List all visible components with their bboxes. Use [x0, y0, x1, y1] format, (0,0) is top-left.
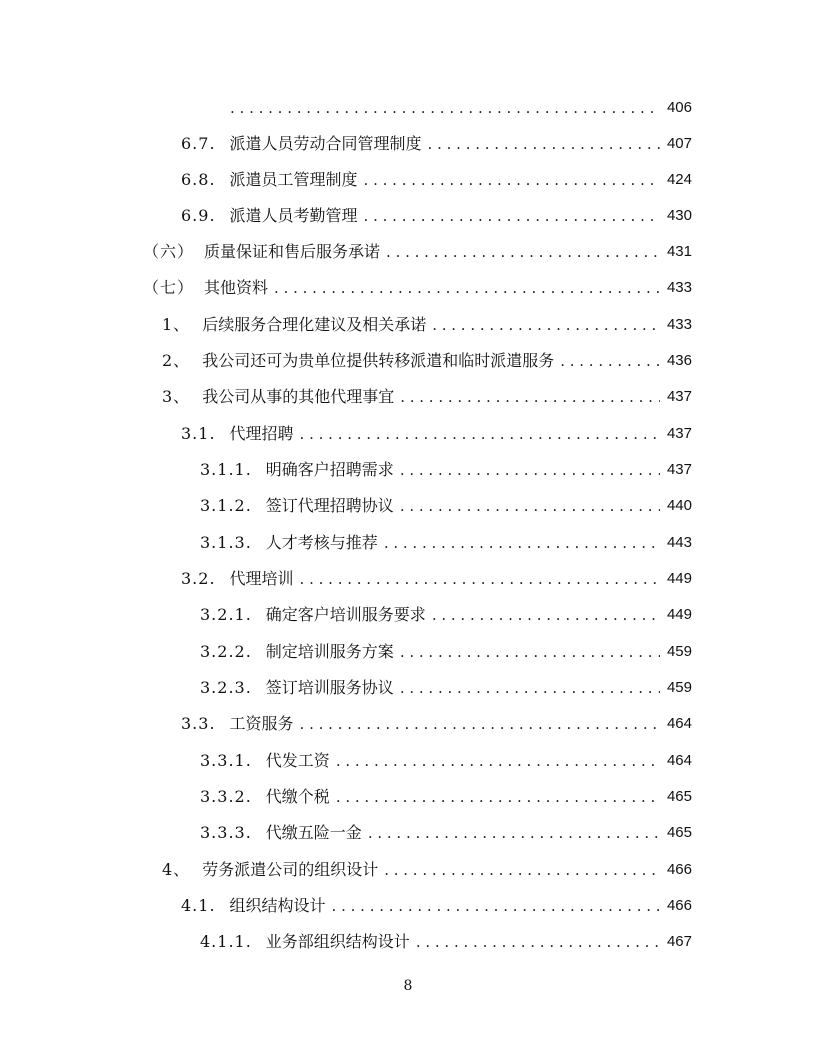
- toc-entry[interactable]: [143, 238, 692, 266]
- dot-leader: [400, 638, 660, 666]
- toc-number: 3.1.1.: [200, 460, 252, 479]
- toc-number: 3.1.2.: [200, 496, 252, 515]
- dot-leader: [386, 238, 660, 266]
- toc-number: 6.7.: [181, 134, 216, 153]
- toc-entry[interactable]: [162, 383, 692, 411]
- toc-entry[interactable]: [162, 311, 692, 339]
- toc-page-number: 440: [666, 497, 692, 514]
- dot-leader: [432, 601, 660, 629]
- toc-page-number: 433: [666, 279, 692, 296]
- dot-leader: [336, 747, 660, 775]
- toc-entry[interactable]: [230, 94, 692, 122]
- toc-page-number: 437: [666, 388, 692, 405]
- dot-leader: [368, 819, 660, 847]
- footer-page-number: 8: [403, 978, 413, 994]
- toc-entry[interactable]: [162, 856, 692, 884]
- toc-title: 工资服务: [229, 714, 294, 733]
- toc-page-number: 407: [666, 135, 692, 152]
- toc-title: 代缴个税: [265, 787, 330, 806]
- toc-number: 6.9.: [181, 206, 216, 225]
- toc-number: 3.2.2.: [200, 642, 252, 661]
- dot-leader: [432, 311, 660, 339]
- toc-number: 4.1.1.: [200, 932, 252, 951]
- toc-entry[interactable]: [143, 274, 692, 302]
- toc-title: 派遣人员考勤管理: [229, 206, 358, 225]
- dot-leader: [364, 202, 660, 230]
- toc-title: 签订代理招聘协议: [265, 496, 394, 515]
- toc-entry[interactable]: [200, 674, 692, 702]
- toc-title: 明确客户招聘需求: [265, 460, 394, 479]
- toc-title: 劳务派遣公司的组织设计: [202, 860, 379, 879]
- toc-page-number: 449: [666, 570, 692, 587]
- dot-leader: [274, 274, 660, 302]
- toc-title: 派遣员工管理制度: [229, 170, 358, 189]
- dot-leader: [400, 456, 660, 484]
- toc-page-number: 459: [666, 643, 692, 660]
- toc-page-number: 431: [666, 243, 692, 260]
- toc-page-number: 464: [666, 715, 692, 732]
- toc-number: 4.1.: [181, 896, 216, 915]
- toc-number: （七）: [143, 278, 195, 297]
- toc-entry[interactable]: [200, 456, 692, 484]
- toc-page-number: 430: [666, 207, 692, 224]
- toc-page-number: 437: [666, 461, 692, 478]
- toc-number: 3.3.1.: [200, 751, 252, 770]
- toc-title: 质量保证和售后服务承诺: [204, 242, 381, 261]
- dot-leader: [400, 674, 660, 702]
- toc-entry[interactable]: [181, 892, 692, 920]
- toc-page-number: 443: [666, 534, 692, 551]
- dot-leader: [416, 928, 660, 956]
- toc-entry[interactable]: [200, 601, 692, 629]
- toc-page-number: 437: [666, 425, 692, 442]
- toc-page-number: 467: [666, 933, 692, 950]
- toc-entry[interactable]: [181, 202, 692, 230]
- toc-number: 3.2.: [181, 569, 216, 588]
- toc-title: 我公司还可为贵单位提供转移派遣和临时派遣服务: [202, 351, 555, 370]
- toc-number: 3.2.3.: [200, 678, 252, 697]
- toc-entry[interactable]: [181, 166, 692, 194]
- toc-page-number: 449: [666, 606, 692, 623]
- toc-page-number: 433: [666, 316, 692, 333]
- toc-entry[interactable]: [200, 492, 692, 520]
- dot-leader: [300, 710, 660, 738]
- toc-number: 3.2.1.: [200, 605, 252, 624]
- toc-page-number: 459: [666, 679, 692, 696]
- toc-number: 3.1.3.: [200, 533, 252, 552]
- dot-leader: [364, 166, 660, 194]
- toc-entry[interactable]: [200, 529, 692, 557]
- toc-title: 签订培训服务协议: [265, 678, 394, 697]
- toc-title: 代理招聘: [229, 424, 294, 443]
- toc-entry[interactable]: [200, 747, 692, 775]
- toc-entry[interactable]: [200, 819, 692, 847]
- dot-leader: [384, 856, 660, 884]
- toc-number: 3.3.3.: [200, 823, 252, 842]
- toc-title: 组织结构设计: [229, 896, 326, 915]
- dot-leader: [230, 94, 660, 122]
- toc-number: 4、: [162, 860, 191, 879]
- toc-title: 我公司从事的其他代理事宜: [202, 387, 395, 406]
- toc-number: 1、: [162, 315, 191, 334]
- toc-number: 6.8.: [181, 170, 216, 189]
- dot-leader: [300, 420, 660, 448]
- toc-page-number: 436: [666, 352, 692, 369]
- dot-leader: [400, 383, 660, 411]
- dot-leader: [300, 565, 660, 593]
- dot-leader: [400, 492, 660, 520]
- dot-leader: [336, 783, 660, 811]
- toc-entry[interactable]: [181, 420, 692, 448]
- dot-leader: [560, 347, 660, 375]
- toc-number: 3.3.: [181, 714, 216, 733]
- toc-page-number: 424: [666, 171, 692, 188]
- toc-number: 3.3.2.: [200, 787, 252, 806]
- dot-leader: [332, 892, 660, 920]
- toc-number: 2、: [162, 351, 191, 370]
- toc-entry[interactable]: [200, 638, 692, 666]
- toc-page-number: 466: [666, 897, 692, 914]
- toc-entry[interactable]: [200, 928, 692, 956]
- toc-title: 人才考核与推荐: [265, 533, 378, 552]
- toc-title: 确定客户培训服务要求: [265, 605, 426, 624]
- toc-page-number: 465: [666, 788, 692, 805]
- toc-entry[interactable]: [181, 130, 692, 158]
- toc-title: 派遣人员劳动合同管理制度: [229, 134, 422, 153]
- toc-entry[interactable]: [181, 565, 692, 593]
- toc-number: 3.1.: [181, 424, 216, 443]
- dot-leader: [384, 529, 660, 557]
- toc-title: 代理培训: [229, 569, 294, 588]
- dot-leader: [428, 130, 660, 158]
- toc-title: 其他资料: [204, 278, 269, 297]
- toc-title: 制定培训服务方案: [265, 642, 394, 661]
- toc-entry[interactable]: [162, 347, 692, 375]
- toc-page-number: 465: [666, 824, 692, 841]
- toc-title: 代缴五险一金: [265, 823, 362, 842]
- toc-entry[interactable]: [200, 783, 692, 811]
- toc-page-number: 464: [666, 752, 692, 769]
- toc-entry[interactable]: [181, 710, 692, 738]
- toc-number: （六）: [143, 242, 195, 261]
- toc-page-number: 466: [666, 861, 692, 878]
- toc-number: 3、: [162, 387, 191, 406]
- toc-title: 后续服务合理化建议及相关承诺: [202, 315, 427, 334]
- toc-title: 代发工资: [265, 751, 330, 770]
- toc-title: 业务部组织结构设计: [265, 932, 410, 951]
- toc-page-number: 406: [666, 99, 692, 116]
